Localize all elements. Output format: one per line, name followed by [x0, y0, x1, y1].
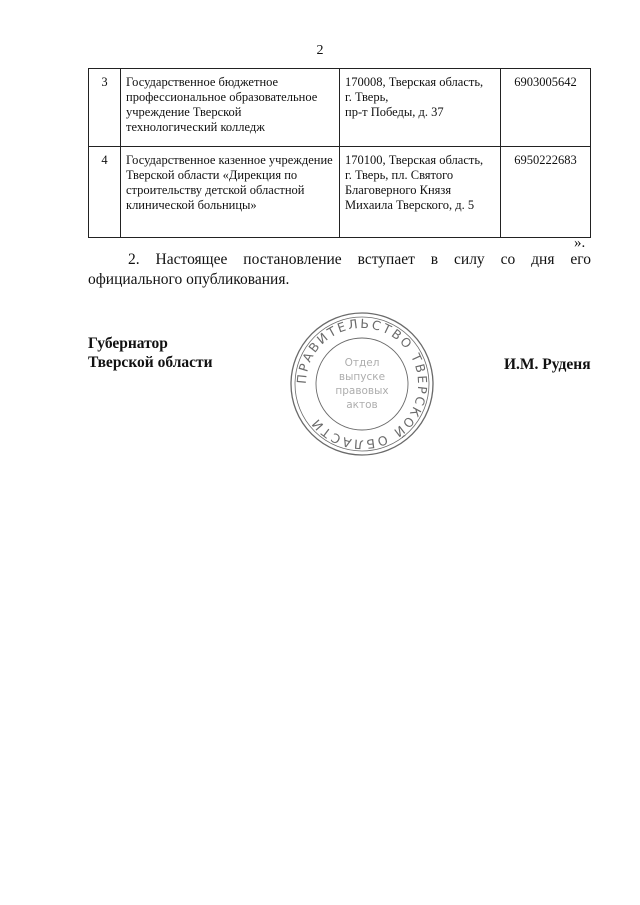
- institution-inn: 6903005642: [501, 69, 591, 147]
- row-number: 4: [89, 147, 121, 238]
- closing-quote: ».: [574, 235, 586, 251]
- institution-inn: 6950222683: [501, 147, 591, 238]
- address-line: г. Тверь,: [345, 90, 389, 104]
- institution-address: [340, 69, 501, 147]
- signatory-title-line: Губернатор: [88, 335, 168, 352]
- signatory-title: [88, 334, 213, 372]
- address-line: Михаила Тверского, д. 5: [345, 198, 475, 212]
- seal-text-line: актов: [346, 399, 378, 411]
- seal-text-line: выпуске: [338, 371, 386, 383]
- address-line: Благоверного Князя: [345, 183, 452, 197]
- address-line: 170008, Тверская область,: [345, 75, 484, 89]
- institution-address: [340, 147, 501, 238]
- seal-text-line: Отдел: [344, 357, 380, 369]
- signatory-name: И.М. Руденя: [504, 356, 591, 373]
- row-number: 3: [89, 69, 121, 147]
- page-number: 2: [316, 43, 324, 58]
- institution-name: Государственное казенное учреждение Тверской области «Дирекция по строительству детской областной клинической больницы»: [121, 147, 340, 238]
- seal-text-line: правовых: [335, 385, 389, 397]
- signatory-title-line: Тверской области: [88, 354, 213, 371]
- address-line: пр-т Победы, д. 37: [345, 105, 444, 119]
- address-line: г. Тверь, пл. Святого: [345, 168, 454, 182]
- institutions-table: [88, 68, 591, 238]
- address-line: 170100, Тверская область,: [345, 153, 484, 167]
- official-seal-icon: [288, 310, 436, 458]
- resolution-paragraph: 2. Настоящее постановление вступает в силу со дня его официального опубликования.: [88, 251, 591, 288]
- svg-text:ПРАВИТЕЛЬСТВО ТВЕРСКОЙ ОБЛАСТИ: ПРАВИТЕЛЬСТВО ТВЕРСКОЙ ОБЛАСТИ: [293, 315, 431, 453]
- institution-name: Государственное бюджетное профессиональное образовательное учреждение Тверской технологический колледж: [121, 69, 340, 147]
- table-row: [89, 147, 591, 238]
- table-row: [89, 69, 591, 147]
